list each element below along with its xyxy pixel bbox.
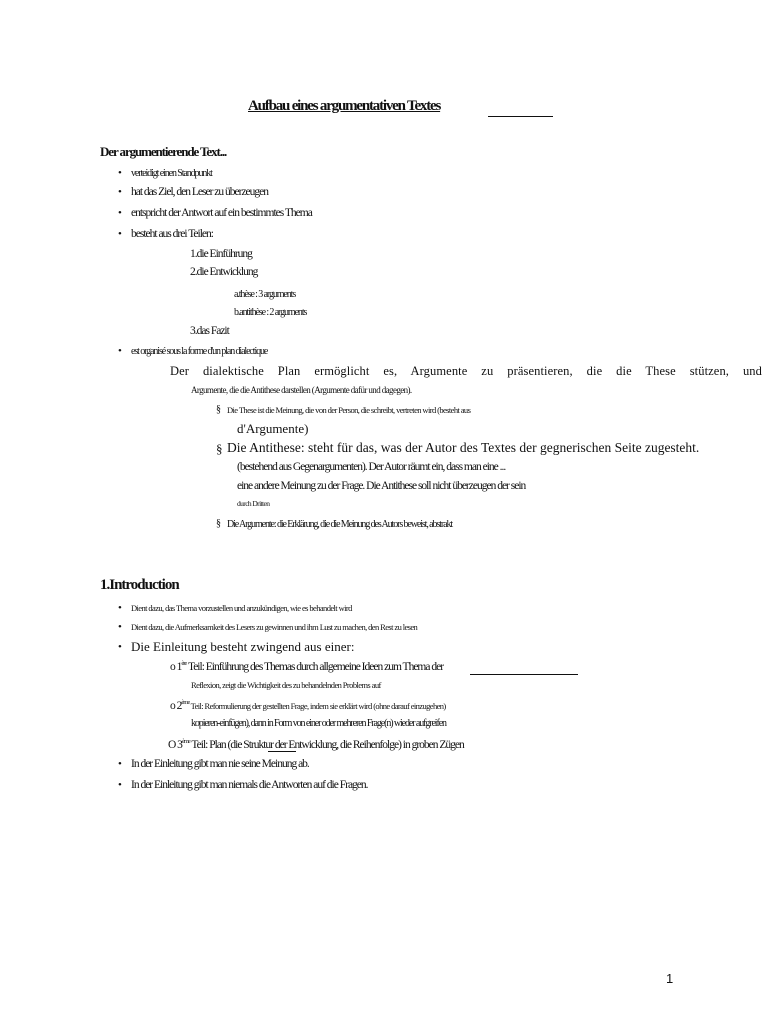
part-item: 2.die Entwicklung — [190, 266, 258, 278]
list-item: est organisé sous la forme d'un plan dialectique — [131, 346, 268, 357]
bullet-icon: • — [118, 207, 122, 219]
part-item: 1.die Einführung — [190, 248, 252, 260]
intro-part-sup: ème — [181, 699, 190, 706]
intro-part-text-cont: Reflexion, zeigt die Wichtigkeit des zu behandelnden Problems auf — [191, 680, 381, 690]
section-sign-icon: § — [216, 441, 223, 456]
list-item: hat das Ziel, den Leser zu überzeugen — [131, 186, 269, 198]
list-item: entspricht der Antwort auf ein bestimmtes Thema — [131, 207, 312, 219]
bullet-icon: • — [118, 167, 122, 179]
bullet-icon: • — [118, 602, 122, 614]
bullet-icon: • — [118, 621, 122, 633]
list-item: Dient dazu, die Aufmerksamkeit des Lesers zu gewinnen und ihm Lust zu machen, den Rest zu lesen — [131, 622, 418, 632]
antithese-text: Die Antithese: steht für das, was der Autor des Textes der gegnerischen Seite zugesteht. — [227, 440, 700, 455]
dialectic-paragraph-cont: Argumente, die die Antithese darstellen (Argumente dafür und dagegen). — [191, 385, 412, 395]
intro-part-2 — [170, 699, 446, 712]
intro-part-sup: ème — [181, 738, 190, 745]
blank-underline — [470, 674, 578, 675]
intro-part-1 — [170, 660, 443, 673]
intro-part-text: Teil: Reformulierung der gestellten Frage, indem sie erklärt wird (ohne darauf einzugehen) — [189, 700, 446, 711]
page-number: 1 — [666, 971, 674, 986]
intro-part-3 — [168, 738, 464, 751]
list-item: Dient dazu, das Thema vorzustellen und anzukündigen, wie es behandelt wird — [131, 603, 352, 613]
bullet-icon: • — [118, 779, 122, 791]
dialectic-paragraph: Der dialektische Plan ermöglicht es, Argumente zu präsentieren, die die These stützen, und — [170, 364, 762, 378]
list-item: In der Einleitung gibt man niemals die Antworten auf die Fragen. — [131, 779, 368, 791]
bullet-icon: • — [118, 345, 122, 357]
argumente-text: Die Argumente: die Erklärung, die die Meinung des Autors beweist, abstrakt — [227, 519, 453, 530]
subpart-item: b.antithèse : 2 arguments — [234, 307, 307, 318]
intro-part-text: Teil: Einführung des Themas durch allgemeine Ideen zum Thema der — [186, 660, 444, 673]
bullet-icon: • — [118, 641, 122, 653]
these-text-cont: d'Argumente) — [237, 421, 309, 436]
list-item: verteidigt einen Standpunkt — [131, 168, 212, 179]
document-title: Aufbau eines argumentativen Textes — [248, 98, 441, 114]
list-item: besteht aus drei Teilen: — [131, 228, 213, 240]
section-subtitle: Der argumentierende Text... — [100, 144, 227, 159]
antithese-text-cont: durch Dritten — [237, 499, 270, 508]
intro-part-sup: ère — [181, 660, 187, 667]
antithese-text-cont: eine andere Meinung zu der Frage. Die Antithese soll nicht überzeugen der sein — [237, 480, 526, 492]
bullet-icon: • — [118, 186, 122, 198]
list-item: Die Einleitung besteht zwingend aus einer: — [131, 639, 355, 654]
section-heading: 1.Introduction — [100, 577, 179, 593]
intro-part-label: o 1 — [170, 660, 182, 673]
section-sign-icon: § — [216, 518, 220, 529]
intro-part-label: o 2 — [170, 699, 182, 712]
intro-part-text-cont: kopieren-einfügen), dann in Form von einer oder mehreren Frage(n) wieder aufgreifen — [191, 718, 446, 729]
title-underline — [488, 116, 553, 117]
bullet-icon: • — [118, 228, 122, 240]
part-item: 3.das Fazit — [190, 325, 229, 337]
bullet-icon: • — [118, 758, 122, 770]
list-item: In der Einleitung gibt man nie seine Meinung ab. — [131, 758, 309, 770]
word-underline — [268, 751, 296, 752]
antithese-text-cont: (bestehend aus Gegenargumenten). Der Autor räumt ein, dass man eine ... — [237, 461, 506, 473]
subpart-item: a.thèse : 3 arguments — [234, 289, 296, 300]
these-text: Die These ist die Meinung, die von der Person, die schreibt, vertreten wird (besteht aus — [227, 405, 471, 415]
section-sign-icon: § — [216, 404, 220, 415]
intro-part-label: O 3 — [168, 738, 182, 751]
intro-part-text: Teil: Plan (die Struktur der Entwicklung, die Reihenfolge) in groben Zügen — [189, 738, 464, 751]
